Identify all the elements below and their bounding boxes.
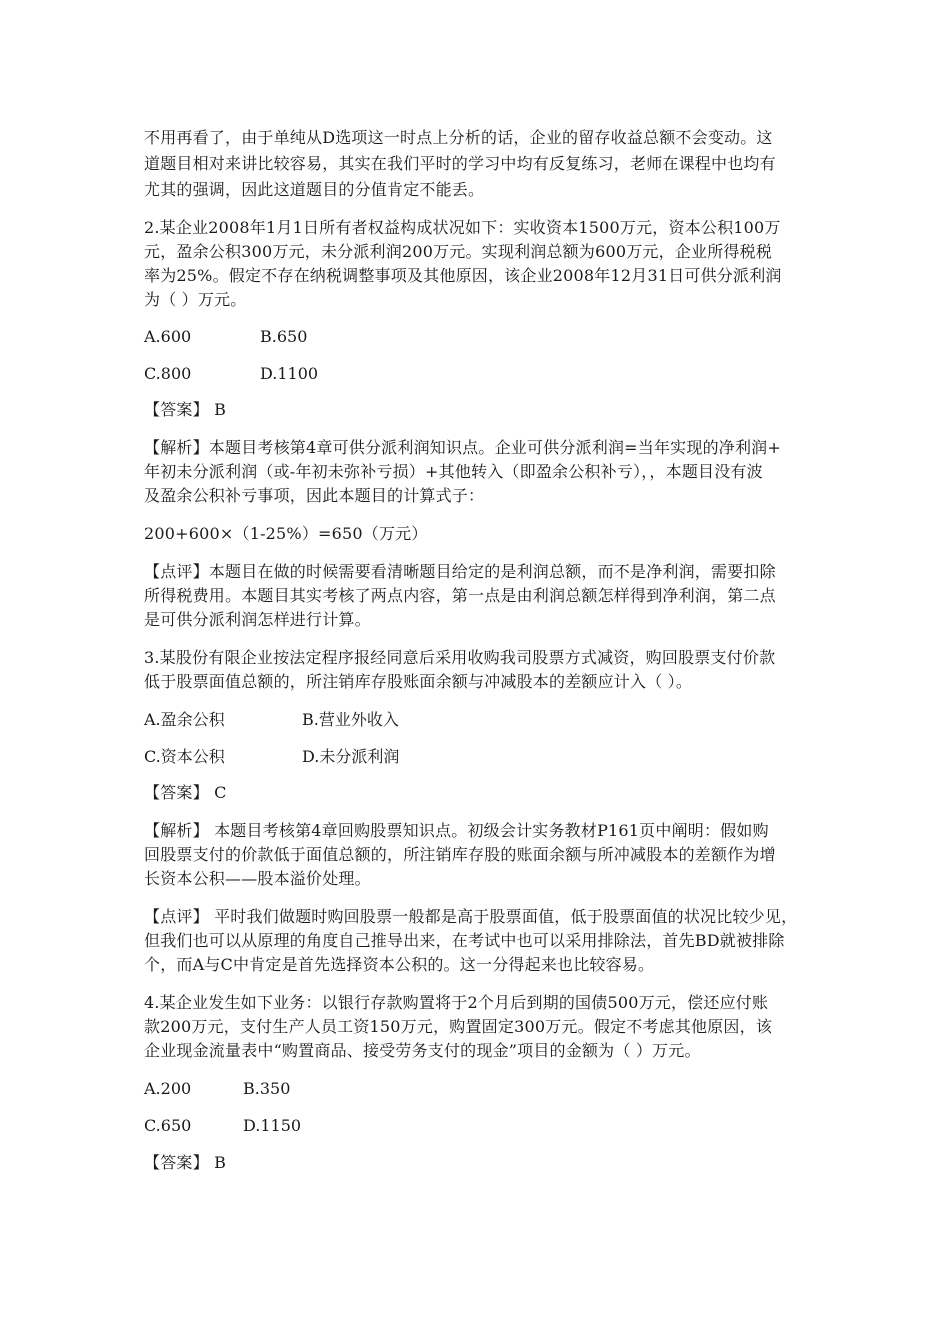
comment-line: 但我们也可以从原理的角度自己推导出来，在考试中也可以采用排除法，首先BD就被排除 [144,931,785,950]
question-text-line: 2.某企业2008年1月1日所有者权益构成状况如下：实收资本1500万元，资本公积100万 [144,218,781,237]
question-text-line: 企业现金流量表中“购置商品、接受劳务支付的现金”项目的金额为（ ）万元。 [144,1041,701,1060]
text-line: 道题目相对来讲比较容易，其实在我们平时的学习中均有反复练习，老师在课程中也均有 [144,154,776,173]
option-c: C.800 [144,364,192,383]
formula-line: 200+600×（1-25%）=650（万元） [144,524,428,543]
option-a: A.盈余公积 [144,710,225,729]
analysis-line: 【解析】本题目考核第4章可供分派利润知识点。企业可供分派利润=当年实现的净利润+ [144,438,781,457]
option-a: A.200 [144,1079,192,1098]
option-d: D.未分派利润 [302,747,400,766]
option-b: B.350 [243,1079,291,1098]
comment-line: 是可供分派利润怎样进行计算。 [144,610,371,629]
comment-line: 【点评】 平时我们做题时购回股票一般都是高于股票面值，低于股票面值的状况比较少见， [144,907,798,926]
answer-line: 【答案】 B [144,400,227,419]
option-a: A.600 [144,327,192,346]
option-b: B.650 [260,327,308,346]
analysis-line: 长资本公积——股本溢价处理。 [144,869,371,888]
analysis-line: 回股票支付的价款低于面值总额的，所注销库存股的账面余额与所冲减股本的差额作为增 [144,845,776,864]
question-text-line: 款200万元，支付生产人员工资150万元，购置固定300万元。假定不考虑其他原因，该 [144,1017,773,1036]
option-d: D.1150 [243,1116,302,1135]
option-b: B.营业外收入 [302,710,399,729]
comment-line: 【点评】本题目在做的时候需要看清晰题目给定的是利润总额，而不是净利润，需要扣除 [144,562,776,581]
question-text-line: 低于股票面值总额的，所注销库存股账面余额与冲减股本的差额应计入（ ）。 [144,672,693,691]
text-line: 尤其的强调，因此这道题目的分值肯定不能丢。 [144,180,485,199]
option-c: C.650 [144,1116,192,1135]
analysis-line: 【解析】 本题目考核第4章回购股票知识点。初级会计实务教材P161页中阐明：假如购 [144,821,769,840]
comment-line: 所得税费用。本题目其实考核了两点内容，第一点是由利润总额怎样得到净利润，第二点 [144,586,776,605]
question-text-line: 元，盈余公积300万元，未分派利润200万元。实现利润总额为600万元，企业所得税税 [144,242,773,261]
comment-line: 个，而A与C中肯定是首先选择资本公积的。这一分得起来也比较容易。 [144,955,655,974]
answer-line: 【答案】 B [144,1153,227,1172]
option-d: D.1100 [260,364,319,383]
question-text-line: 为（ ）万元。 [144,290,247,309]
question-text-line: 4.某企业发生如下业务：以银行存款购置将于2个月后到期的国债500万元，偿还应付账 [144,993,769,1012]
question-text-line: 率为25%。假定不存在纳税调整事项及其他原因，该企业2008年12月31日可供分派利润 [144,266,782,285]
question-text-line: 3.某股份有限企业按法定程序报经同意后采用收购我司股票方式减资，购回股票支付价款 [144,648,776,667]
answer-line: 【答案】 C [144,783,227,802]
analysis-line: 年初未分派利润（或-年初未弥补亏损）+其他转入（即盈余公积补亏），，本题目没有波 [144,462,763,481]
analysis-line: 及盈余公积补亏事项，因此本题目的计算式子： [144,486,485,505]
text-line: 不用再看了，由于单纯从D选项这一时点上分析的话，企业的留存收益总额不会变动。这 [144,128,773,147]
option-c: C.资本公积 [144,747,225,766]
